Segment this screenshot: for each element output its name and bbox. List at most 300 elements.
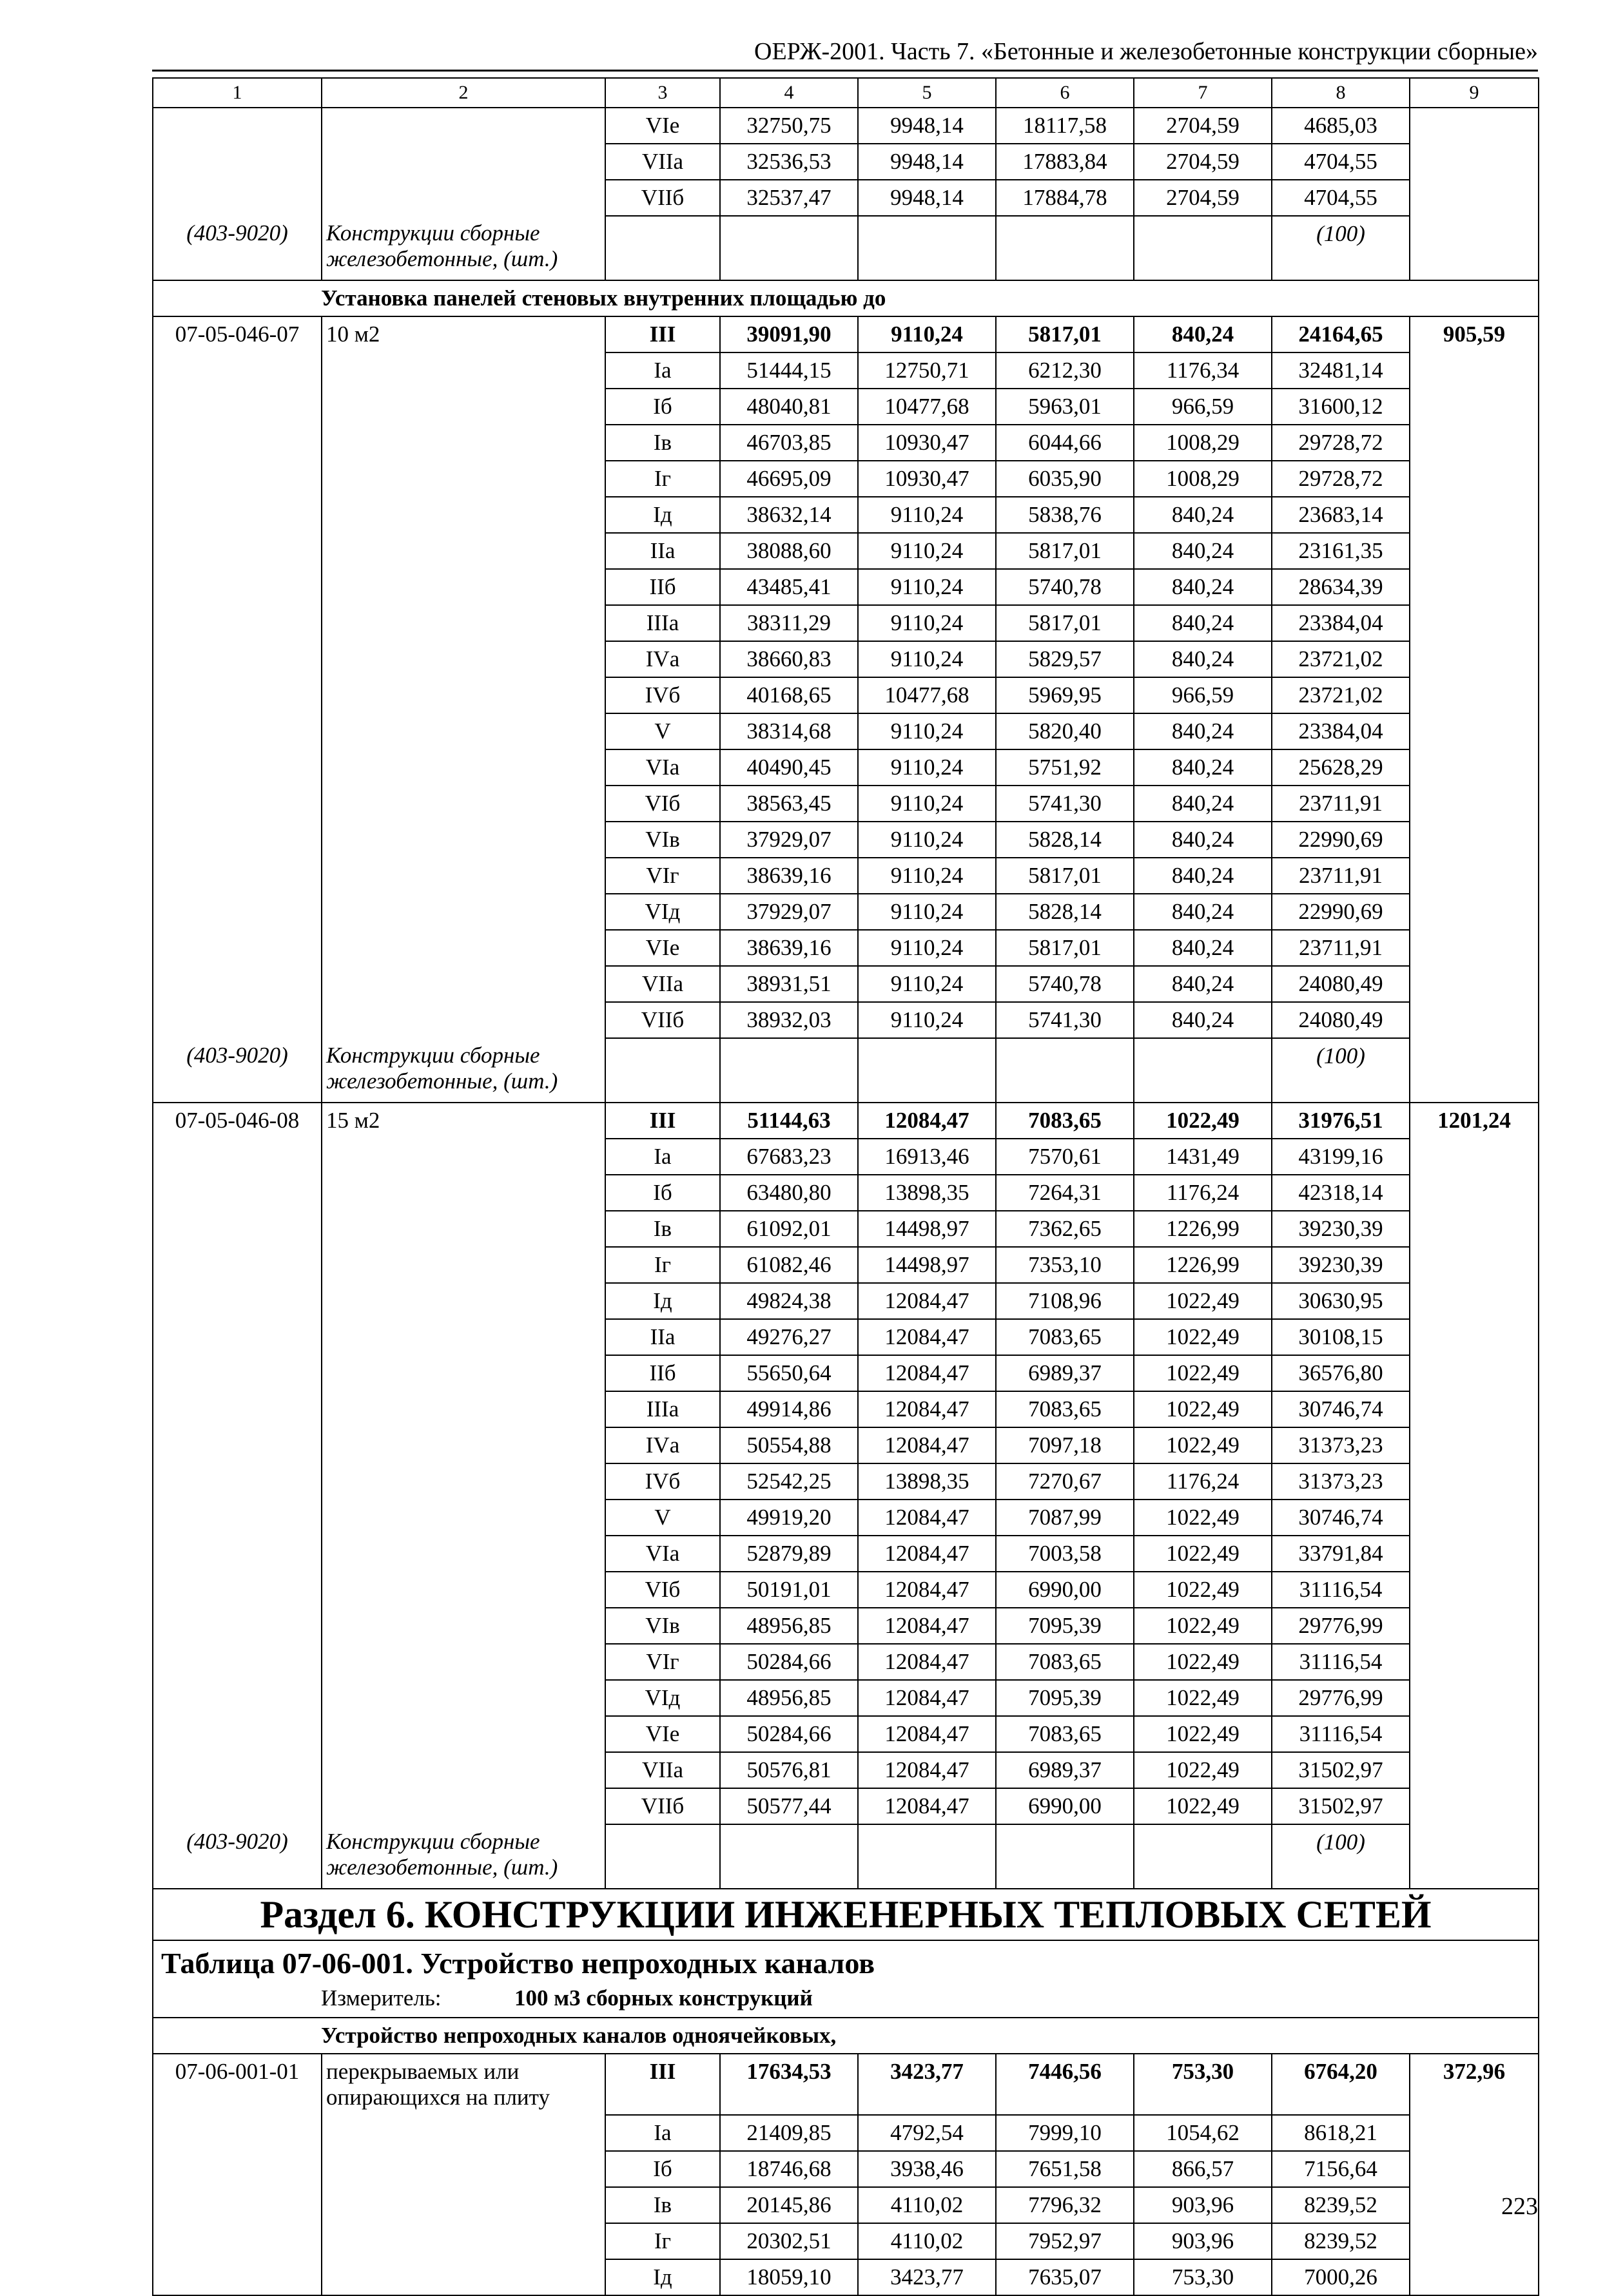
value-cell: 903,96 [1134,2187,1272,2223]
value-cell: 12084,47 [858,1572,996,1608]
value-cell: 1022,49 [1134,1319,1272,1355]
name-cell [322,497,605,533]
value-cell: 17884,78 [996,180,1134,216]
extra-cell [1410,1247,1539,1283]
zone-cell: VIIб [605,1788,720,1824]
zone-cell: VIв [605,822,720,858]
value-cell: 37929,07 [720,894,858,930]
section-title-row [153,1889,1539,1940]
value-cell: 7270,67 [996,1463,1134,1500]
value-cell: 7108,96 [996,1283,1134,1319]
value-cell: 1022,49 [1134,1427,1272,1463]
value-cell: 12084,47 [858,1752,996,1788]
table-row [153,677,1539,713]
value-cell: 753,30 [1134,2259,1272,2295]
table-row [153,1319,1539,1355]
code-cell: 07-06-001-01 [153,2054,322,2115]
value-cell: 866,57 [1134,2151,1272,2187]
extra-cell [1410,677,1539,713]
value-cell: 9110,24 [858,605,996,641]
value-cell: 840,24 [1134,966,1272,1002]
value-cell: 30108,15 [1272,1319,1410,1355]
value-cell: 38632,14 [720,497,858,533]
extra-cell [1410,1002,1539,1038]
resource-qty: (100) [1272,1824,1410,1889]
value-cell: 10477,68 [858,389,996,425]
code-cell [153,108,322,144]
zone-cell: VIг [605,1644,720,1680]
code-cell [153,1283,322,1319]
value-cell: 50554,88 [720,1427,858,1463]
value-cell: 50577,44 [720,1788,858,1824]
value-cell: 12084,47 [858,1355,996,1391]
measure-label: Измеритель: [321,1985,442,2011]
name-cell [322,1175,605,1211]
name-cell [322,1002,605,1038]
value-cell: 9110,24 [858,858,996,894]
value-cell: 5820,40 [996,713,1134,749]
value-cell: 7083,65 [996,1644,1134,1680]
value-cell: 55650,64 [720,1355,858,1391]
value-cell: 5838,76 [996,497,1134,533]
table-row [153,461,1539,497]
zone-cell: IIIа [605,1391,720,1427]
value-cell: 840,24 [1134,930,1272,966]
value-cell: 42318,14 [1272,1175,1410,1211]
value-cell: 61082,46 [720,1247,858,1283]
extra-cell [1410,713,1539,749]
name-cell [322,930,605,966]
table-row [153,1211,1539,1247]
value-cell: 1431,49 [1134,1139,1272,1175]
extra-cell [1410,569,1539,605]
extra-cell [1410,1211,1539,1247]
value-cell: 7353,10 [996,1247,1134,1283]
value-cell: 61092,01 [720,1211,858,1247]
value-cell: 37929,07 [720,822,858,858]
value-cell: 12084,47 [858,1500,996,1536]
measure-row [153,1981,1539,2018]
name-cell [322,605,605,641]
extra-cell [1410,858,1539,894]
value-cell: 9110,24 [858,533,996,569]
table-cell [1410,216,1539,280]
table-row [153,1536,1539,1572]
value-cell: 4685,03 [1272,108,1410,144]
zone-cell: VIд [605,1680,720,1716]
table-cell [605,1038,720,1103]
table-row [153,966,1539,1002]
extra-cell [1410,930,1539,966]
table-row [153,1608,1539,1644]
zone-cell: IIб [605,569,720,605]
extra-cell: 905,59 [1410,316,1539,352]
value-cell: 7097,18 [996,1427,1134,1463]
value-cell: 9110,24 [858,749,996,786]
table-row [153,1752,1539,1788]
extra-cell [1410,966,1539,1002]
value-cell: 9948,14 [858,144,996,180]
code-cell [153,1175,322,1211]
value-cell: 51144,63 [720,1103,858,1139]
value-cell: 7570,61 [996,1139,1134,1175]
page-number: 223 [1501,2193,1538,2220]
value-cell: 9110,24 [858,1002,996,1038]
value-cell: 9948,14 [858,180,996,216]
value-cell: 7952,97 [996,2223,1134,2259]
zone-cell: VIIа [605,966,720,1002]
value-cell: 5817,01 [996,605,1134,641]
value-cell: 7083,65 [996,1103,1134,1139]
zone-cell: Iг [605,2223,720,2259]
value-cell: 21409,85 [720,2115,858,2151]
name-cell [322,2151,605,2187]
price-table-body [153,78,1539,2295]
value-cell: 30746,74 [1272,1391,1410,1427]
value-cell: 1022,49 [1134,1788,1272,1824]
table-row [153,2151,1539,2187]
code-cell [153,2223,322,2259]
value-cell: 7635,07 [996,2259,1134,2295]
value-cell: 49919,20 [720,1500,858,1536]
value-cell: 31116,54 [1272,1572,1410,1608]
value-cell: 51444,15 [720,352,858,389]
value-cell: 23161,35 [1272,533,1410,569]
resource-name: Конструкции сборные железобетонные, (шт.) [322,1038,605,1103]
value-cell: 1022,49 [1134,1391,1272,1427]
value-cell: 10930,47 [858,461,996,497]
table-row [153,2054,1539,2115]
value-cell: 48956,85 [720,1680,858,1716]
zone-cell: IVа [605,641,720,677]
table-row [153,2223,1539,2259]
value-cell: 7999,10 [996,2115,1134,2151]
column-header: 8 [1272,78,1410,108]
value-cell: 14498,97 [858,1211,996,1247]
extra-cell [1410,2259,1539,2295]
value-cell: 7651,58 [996,2151,1134,2187]
extra-cell [1410,1752,1539,1788]
resource-qty: (100) [1272,1038,1410,1103]
value-cell: 7095,39 [996,1608,1134,1644]
value-cell: 12084,47 [858,1644,996,1680]
table-row [153,497,1539,533]
table-row [153,425,1539,461]
code-cell [153,2259,322,2295]
value-cell: 20302,51 [720,2223,858,2259]
value-cell: 23683,14 [1272,497,1410,533]
extra-cell [1410,461,1539,497]
table-cell [1410,1824,1539,1889]
code-cell [153,1572,322,1608]
value-cell: 4110,02 [858,2223,996,2259]
code-cell [153,497,322,533]
name-cell [322,2223,605,2259]
value-cell: 12084,47 [858,1608,996,1644]
value-cell: 38311,29 [720,605,858,641]
code-cell [153,1002,322,1038]
name-cell [322,2115,605,2151]
zone-cell: IIб [605,1355,720,1391]
code-cell [153,605,322,641]
zone-cell: VIд [605,894,720,930]
zone-cell: VIIа [605,1752,720,1788]
value-cell: 52542,25 [720,1463,858,1500]
value-cell: 7083,65 [996,1716,1134,1752]
value-cell: 9110,24 [858,894,996,930]
table-cell [720,1824,858,1889]
subtitle-row [153,280,1539,316]
table-row [153,605,1539,641]
value-cell: 38931,51 [720,966,858,1002]
extra-cell [1410,749,1539,786]
code-cell [153,1608,322,1644]
value-cell: 5817,01 [996,858,1134,894]
name-cell [322,1319,605,1355]
value-cell: 38932,03 [720,1002,858,1038]
value-cell: 12084,47 [858,1103,996,1139]
value-cell: 13898,35 [858,1463,996,1500]
value-cell: 13898,35 [858,1175,996,1211]
table-row [153,533,1539,569]
code-cell [153,749,322,786]
value-cell: 23384,04 [1272,713,1410,749]
value-cell: 7446,56 [996,2054,1134,2115]
value-cell: 46695,09 [720,461,858,497]
value-cell: 840,24 [1134,497,1272,533]
name-cell [322,1752,605,1788]
table-cell [720,216,858,280]
value-cell: 4704,55 [1272,180,1410,216]
extra-cell [1410,1788,1539,1824]
value-cell: 30630,95 [1272,1283,1410,1319]
value-cell: 9110,24 [858,930,996,966]
value-cell: 29728,72 [1272,425,1410,461]
value-cell: 1022,49 [1134,1500,1272,1536]
zone-cell: Iб [605,389,720,425]
section-title: Раздел 6. КОНСТРУКЦИИ ИНЖЕНЕРНЫХ ТЕПЛОВЫХ СЕТЕЙ [153,1889,1539,1940]
value-cell: 12084,47 [858,1319,996,1355]
value-cell: 12084,47 [858,1716,996,1752]
value-cell: 49824,38 [720,1283,858,1319]
extra-cell [1410,497,1539,533]
value-cell: 5740,78 [996,966,1134,1002]
value-cell: 7796,32 [996,2187,1134,2223]
value-cell: 840,24 [1134,786,1272,822]
value-cell: 23711,91 [1272,930,1410,966]
value-cell: 7003,58 [996,1536,1134,1572]
subtitle: Устройство непроходных каналов одноячейковых, [153,2018,1539,2054]
zone-cell: IVб [605,677,720,713]
table-title-row [153,1940,1539,1981]
table-row [153,1644,1539,1680]
value-cell: 46703,85 [720,425,858,461]
name-cell [322,389,605,425]
code-cell [153,389,322,425]
value-cell: 38639,16 [720,858,858,894]
zone-cell: Iа [605,1139,720,1175]
extra-cell: 1201,24 [1410,1103,1539,1139]
value-cell: 5828,14 [996,822,1134,858]
zone-cell: Iб [605,2151,720,2187]
value-cell: 16913,46 [858,1139,996,1175]
table-cell [605,216,720,280]
value-cell: 9110,24 [858,713,996,749]
name-cell [322,1536,605,1572]
table-row [153,2115,1539,2151]
table-row [153,786,1539,822]
zone-cell: IIа [605,533,720,569]
table-row [153,316,1539,352]
table-row [153,2259,1539,2295]
value-cell: 6990,00 [996,1572,1134,1608]
name-cell [322,2259,605,2295]
name-cell [322,1716,605,1752]
extra-cell [1410,2151,1539,2187]
name-cell [322,425,605,461]
value-cell: 840,24 [1134,569,1272,605]
value-cell: 43199,16 [1272,1139,1410,1175]
name-cell [322,749,605,786]
code-cell: 07-05-046-07 [153,316,322,352]
value-cell: 840,24 [1134,1002,1272,1038]
value-cell: 18117,58 [996,108,1134,144]
zone-cell: V [605,713,720,749]
extra-cell [1410,533,1539,569]
zone-cell: Iв [605,2187,720,2223]
value-cell: 966,59 [1134,677,1272,713]
table-row [153,352,1539,389]
code-cell [153,1680,322,1716]
value-cell: 966,59 [1134,389,1272,425]
subtitle-row [153,2018,1539,2054]
value-cell: 753,30 [1134,2054,1272,2115]
value-cell: 38314,68 [720,713,858,749]
code-cell [153,1319,322,1355]
table-row [153,1139,1539,1175]
code-cell [153,352,322,389]
table-row [153,108,1539,144]
extra-cell [1410,1175,1539,1211]
table-row [153,894,1539,930]
table-row [153,930,1539,966]
value-cell: 840,24 [1134,533,1272,569]
zone-cell: Iд [605,1283,720,1319]
code-cell [153,894,322,930]
subtitle: Установка панелей стеновых внутренних площадью до [153,280,1539,316]
code-cell [153,930,322,966]
value-cell: 38660,83 [720,641,858,677]
value-cell: 6035,90 [996,461,1134,497]
column-header: 9 [1410,78,1539,108]
value-cell: 1022,49 [1134,1608,1272,1644]
extra-cell [1410,605,1539,641]
name-cell [322,1463,605,1500]
code-cell [153,1427,322,1463]
column-header-row [153,78,1539,108]
code-cell [153,822,322,858]
value-cell: 1176,24 [1134,1175,1272,1211]
value-cell: 12084,47 [858,1680,996,1716]
table-cell [720,1038,858,1103]
table-cell [858,1038,996,1103]
value-cell: 40490,45 [720,749,858,786]
resource-code: (403-9020) [153,216,322,280]
extra-cell [1410,1572,1539,1608]
code-cell [153,1500,322,1536]
resource-name: Конструкции сборные железобетонные, (шт.) [322,1824,605,1889]
value-cell: 7000,26 [1272,2259,1410,2295]
value-cell: 67683,23 [720,1139,858,1175]
value-cell: 23721,02 [1272,641,1410,677]
value-cell: 10930,47 [858,425,996,461]
code-cell [153,1139,322,1175]
value-cell: 31502,97 [1272,1788,1410,1824]
value-cell: 6990,00 [996,1788,1134,1824]
value-cell: 29728,72 [1272,461,1410,497]
table-cell [996,1824,1134,1889]
code-cell [153,2151,322,2187]
extra-cell [1410,1139,1539,1175]
value-cell: 17883,84 [996,144,1134,180]
value-cell: 3423,77 [858,2054,996,2115]
value-cell: 7083,65 [996,1319,1134,1355]
code-cell [153,966,322,1002]
code-cell [153,858,322,894]
header-rule [152,70,1538,72]
value-cell: 29776,99 [1272,1608,1410,1644]
value-cell: 50284,66 [720,1716,858,1752]
table-title: Таблица 07-06-001. Устройство непроходных каналов [153,1940,1539,1981]
zone-cell: VIе [605,930,720,966]
zone-cell: IVб [605,1463,720,1500]
value-cell: 5817,01 [996,930,1134,966]
table-row [153,1247,1539,1283]
name-cell [322,1644,605,1680]
value-cell: 3423,77 [858,2259,996,2295]
value-cell: 17634,53 [720,2054,858,2115]
value-cell: 6764,20 [1272,2054,1410,2115]
value-cell: 5740,78 [996,569,1134,605]
code-cell [153,1463,322,1500]
table-cell [605,1824,720,1889]
extra-cell [1410,641,1539,677]
value-cell: 32750,75 [720,108,858,144]
value-cell: 6989,37 [996,1355,1134,1391]
table-row [153,822,1539,858]
name-cell [322,894,605,930]
value-cell: 840,24 [1134,605,1272,641]
value-cell: 5741,30 [996,786,1134,822]
value-cell: 9110,24 [858,569,996,605]
value-cell: 7156,64 [1272,2151,1410,2187]
value-cell: 1022,49 [1134,1644,1272,1680]
value-cell: 52879,89 [720,1536,858,1572]
table-row [153,1002,1539,1038]
table-cell [1134,216,1272,280]
column-header: 4 [720,78,858,108]
value-cell: 9110,24 [858,316,996,352]
value-cell: 12084,47 [858,1391,996,1427]
resource-row [153,1824,1539,1889]
value-cell: 43485,41 [720,569,858,605]
code-cell [153,1355,322,1391]
name-cell [322,1283,605,1319]
value-cell: 29776,99 [1272,1680,1410,1716]
zone-cell: Iг [605,461,720,497]
name-cell [322,1427,605,1463]
value-cell: 9110,24 [858,641,996,677]
